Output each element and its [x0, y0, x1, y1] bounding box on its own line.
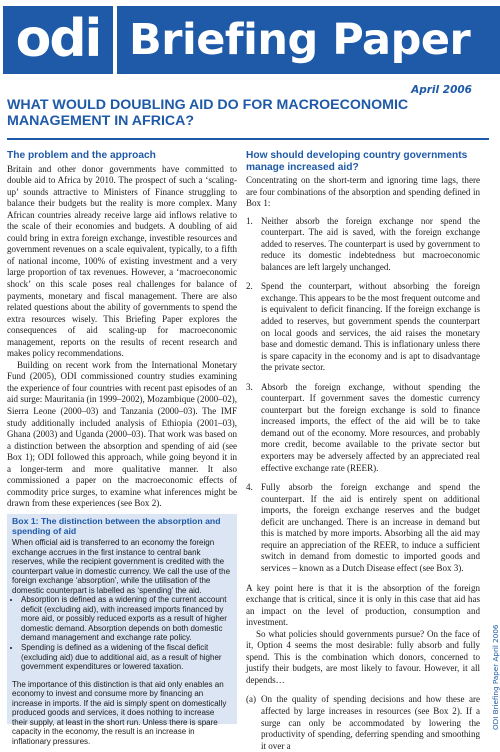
- option-text: Absorb the foreign exchange, without spending the counterpart. If government saves the domestic currency counterpart but the foreign exchange is sold to finance increased imports, the effect of the aid will be to take demand out of the economy. More resources, and probably more credit, become available to the private sector but exporters may be adversely affected by an appreciated real effective exchange rate (REER).: [261, 381, 480, 473]
- option-number: 2.: [246, 281, 253, 292]
- title-band: [117, 6, 500, 74]
- logo-text: odi: [15, 9, 101, 69]
- box-1-title: Box 1: The distinction between the absorption and spending of aid: [12, 516, 221, 536]
- paragraph-key-point: A key point here is that it is the absorption of the foreign exchange that is critical, since it is only in this case that aid has an impact on the level of production, consumption and investment.: [246, 582, 480, 628]
- option-item: [246, 216, 480, 274]
- box-1-bullets: [12, 595, 232, 671]
- paragraph-intro: Britain and other donor governments have committed to double aid to Africa by 2010. The prospect of such a ‘scaling-up’ sounds attractive to Ministers of Finance struggling to balance their budgets but the reality is more complex. Many African countries already receive large aid inflows relative to the scale of their economies and budgets. A doubling of aid could bring in extra foreign exchange, investible resources and government revenues on a scale equivalent, typically, to a fifth of national income, 100% of existing investment and a very large proportion of tax revenues. However, a ‘macroeconomic shock’ on this scale poses real challenges for balance of payments, monetary and fiscal management. There are also related questions about the ability of governments to spend the extra resources wisely. This Briefing Paper explores the consequences of aid scaling-up for macroeconomic management, reports on the results of recent research and makes policy recommendations.: [7, 163, 237, 359]
- section-heading-problem: The problem and the approach: [7, 150, 156, 161]
- odi-logo: [3, 6, 113, 74]
- paragraph-combinations: Concentrating on the short-term and ignoring time lags, there are four combinations of the absorption and spending defined in Box 1:: [246, 175, 480, 209]
- box-1-outro: The importance of this distinction is that aid only enables an economy to invest and consume more by financing an increase in imports. If the aid is simply spent on domestically produced goods and services, it does nothing to increase their supply, at least in the short run. Unless there is spare capacity in the economy, the result is an increase in inflationary pressures.: [12, 679, 227, 746]
- box-1: [7, 514, 237, 746]
- option-number: 3.: [246, 381, 253, 392]
- right-column: [246, 150, 480, 752]
- box-1-intro: When official aid is transferred to an economy the foreign exchange accrues in the first instance to central bank reserves, while the recipient government is credited with the counterpart value in domestic currency. We call the use of the foreign exchange ‘absorption’, while the utilisation of the domestic counterpart is labelled as ‘spending’ the aid.: [12, 538, 231, 595]
- publication-title: Briefing Paper: [129, 15, 471, 65]
- option-item: [246, 382, 480, 474]
- sub-point-a: [246, 694, 480, 752]
- sub-point-text: On the quality of spending decisions and how these are affected by large increases in resources (see Box 2). If a surge can only be accommodated by lowering the productivity of spending, deferring spending and smoothing it over a: [261, 694, 480, 751]
- option-number: 4.: [246, 482, 253, 493]
- option-item: [246, 482, 480, 574]
- option-text: Fully absorb the foreign exchange and spend the counterpart. If the aid is entirely spent on additional imports, the foreign exchange reserves and the budget deficit are unchanged. There is an increase in demand but this is matched by more imports. Absorbing all the aid may require an appreciation of the REER, to induce a sufficient switch in demand from domestic to imported goods and services – known as a Dutch Disease effect (see Box 3).: [261, 482, 480, 573]
- side-running-title-text: ODI Briefing Paper April 2006: [491, 624, 500, 730]
- box-1-bullet-spending: • Spending is defined as a widening of the fiscal deficit (excluding aid) due to additional aid, as a result of higher government expenditures or lowered taxation.: [21, 643, 232, 672]
- sub-point-label: (a): [246, 694, 257, 705]
- publication-date: April 2006: [411, 84, 472, 96]
- box-1-bullet-absorption: • Absorption is defined as a widening of the current account deficit (excluding aid), with increased imports financed by more aid, or possibly reduced exports as a result of higher domestic demand. Absorption depends on both domestic demand management and exchange rate policy.: [21, 595, 232, 643]
- option-item: [246, 281, 480, 373]
- option-text: Spend the counterpart, without absorbing the foreign exchange. This appears to be the most frequent outcome and is equivalent to deficit financing. If the foreign exchange is added to reserves, but government spends the counterpart on local goods and services, the aid raises the monetary base and domestic demand. This is inflationary unless there is spare capacity in the economy and is apt to disadvantage the private sector.: [261, 281, 480, 373]
- left-column: [7, 150, 237, 510]
- title-divider: [7, 138, 489, 140]
- section-heading-manage: How should developing country governments manage increased aid?: [246, 150, 468, 173]
- side-running-title: [478, 580, 500, 730]
- option-number: 1.: [246, 215, 253, 226]
- header: [0, 0, 500, 80]
- options-list: [246, 216, 480, 575]
- page-title: WHAT WOULD DOUBLING AID DO FOR MACROECONOMIC MANAGEMENT IN AFRICA?: [7, 97, 409, 129]
- paragraph-approach: Building on recent work from the International Monetary Fund (2005), ODI commissioned country studies examining the experience of four countries with recent past episodes of an aid surge: Mauritania (in 1999–2002), Mozambique (2000–02), Sierra Leone (2000–03) and Tanzania (2000–03). The IMF study additionally included analysis of Ethiopia (2001–03), Ghana (2003) and Uganda (2000–03). That work was based on a distinction between the absorption and spending of aid (see Box 1); ODI followed this approach, while going beyond it in a longer-term and more qualitative manner. It also commissioned a paper on the macroeconomic effects of commodity price surges, to examine what inferences might be drawn from these experiences (see Box 2).: [7, 359, 237, 509]
- option-text: Neither absorb the foreign exchange nor spend the counterpart. The aid is saved, with the foreign exchange added to reserves. The counterpart is used by government to reduce its domestic indebtedness but macroeconomic balances are left largely unchanged.: [261, 215, 480, 272]
- paragraph-policies: So what policies should governments pursue? On the face of it, Option 4 seems the most desirable: fully absorb and fully spend. This is the combination which donors, concerned to justify their budgets, are most likely to favour. However, it all depends…: [246, 628, 480, 685]
